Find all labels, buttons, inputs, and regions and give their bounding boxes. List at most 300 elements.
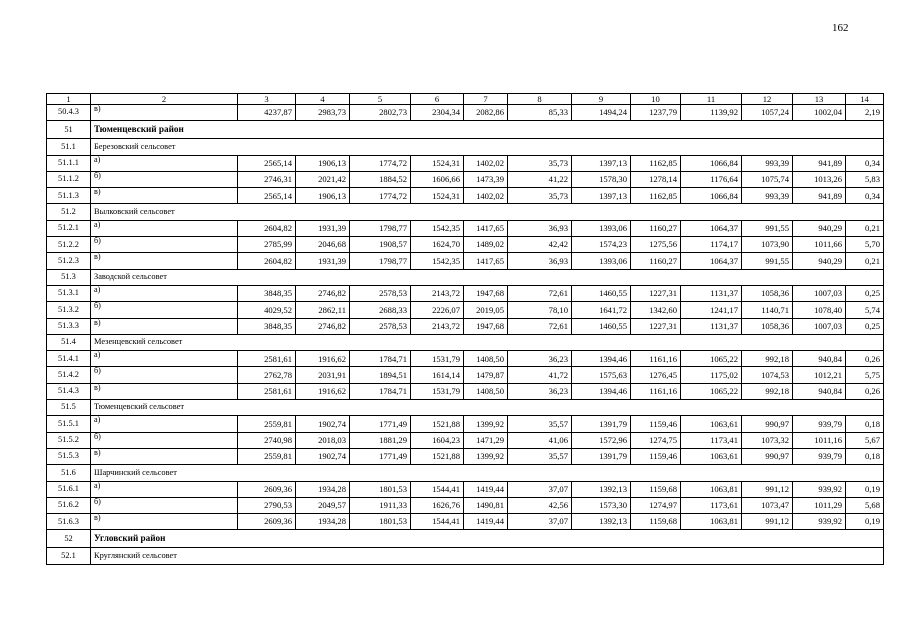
variant-label: в) xyxy=(91,514,238,530)
column-header: 1 xyxy=(47,94,91,105)
row-code: 51.6.1 xyxy=(47,481,91,497)
row-code: 51.5.3 xyxy=(47,448,91,464)
value-cell: 1161,16 xyxy=(631,383,681,399)
value-cell: 1916,62 xyxy=(296,351,350,367)
table-row xyxy=(47,514,884,530)
value-cell: 1460,55 xyxy=(572,285,631,301)
row-code: 51.3 xyxy=(47,269,91,285)
value-cell: 1626,76 xyxy=(411,497,464,513)
value-cell: 1063,61 xyxy=(681,416,742,432)
value-cell: 0,25 xyxy=(846,285,884,301)
value-cell: 1066,84 xyxy=(681,188,742,204)
variant-label: б) xyxy=(91,237,238,253)
council-row xyxy=(47,400,884,416)
value-cell: 2802,73 xyxy=(350,105,411,121)
value-cell: 2862,11 xyxy=(296,302,350,318)
value-cell: 1614,14 xyxy=(411,367,464,383)
value-cell: 1013,26 xyxy=(793,171,846,187)
value-cell: 0,18 xyxy=(846,416,884,432)
value-cell: 1494,24 xyxy=(572,105,631,121)
council-row xyxy=(47,548,884,564)
value-cell: 1342,60 xyxy=(631,302,681,318)
value-cell: 993,39 xyxy=(742,155,793,171)
value-cell: 1419,44 xyxy=(464,514,508,530)
value-cell: 940,84 xyxy=(793,351,846,367)
value-cell: 1075,74 xyxy=(742,171,793,187)
variant-label: б) xyxy=(91,497,238,513)
value-cell: 1159,46 xyxy=(631,448,681,464)
value-cell: 1391,79 xyxy=(572,416,631,432)
value-cell: 1073,90 xyxy=(742,237,793,253)
value-cell: 1278,14 xyxy=(631,171,681,187)
value-cell: 41,22 xyxy=(508,171,572,187)
table-row xyxy=(47,416,884,432)
column-header: 2 xyxy=(91,94,238,105)
value-cell: 1801,53 xyxy=(350,514,411,530)
variant-label: в) xyxy=(91,105,238,121)
table-row xyxy=(47,367,884,383)
value-cell: 1774,72 xyxy=(350,188,411,204)
value-cell: 1408,50 xyxy=(464,351,508,367)
value-cell: 1393,06 xyxy=(572,220,631,236)
council-name: Березовский сельсовет xyxy=(91,139,884,155)
council-row xyxy=(47,139,884,155)
value-cell: 990,97 xyxy=(742,416,793,432)
council-name: Заводской сельсовет xyxy=(91,269,884,285)
value-cell: 1159,46 xyxy=(631,416,681,432)
value-cell: 2746,82 xyxy=(296,285,350,301)
column-header: 3 xyxy=(238,94,296,105)
value-cell: 990,97 xyxy=(742,448,793,464)
value-cell: 1065,22 xyxy=(681,383,742,399)
table-row xyxy=(47,155,884,171)
value-cell: 1521,88 xyxy=(411,416,464,432)
value-cell: 2578,53 xyxy=(350,318,411,334)
column-header: 4 xyxy=(296,94,350,105)
value-cell: 1471,29 xyxy=(464,432,508,448)
value-cell: 2565,14 xyxy=(238,188,296,204)
value-cell: 3848,35 xyxy=(238,285,296,301)
value-cell: 2018,03 xyxy=(296,432,350,448)
council-row xyxy=(47,465,884,481)
table-row xyxy=(47,351,884,367)
council-name: Тюменцевский сельсовет xyxy=(91,400,884,416)
value-cell: 1065,22 xyxy=(681,351,742,367)
value-cell: 2046,68 xyxy=(296,237,350,253)
value-cell: 1073,32 xyxy=(742,432,793,448)
value-cell: 1078,40 xyxy=(793,302,846,318)
value-cell: 1274,75 xyxy=(631,432,681,448)
council-row xyxy=(47,204,884,220)
value-cell: 1902,74 xyxy=(296,448,350,464)
value-cell: 1399,92 xyxy=(464,416,508,432)
value-cell: 2565,14 xyxy=(238,155,296,171)
value-cell: 1274,97 xyxy=(631,497,681,513)
value-cell: 0,34 xyxy=(846,155,884,171)
value-cell: 1057,24 xyxy=(742,105,793,121)
variant-label: а) xyxy=(91,351,238,367)
value-cell: 5,70 xyxy=(846,237,884,253)
value-cell: 2688,33 xyxy=(350,302,411,318)
table-row xyxy=(47,318,884,334)
value-cell: 1524,31 xyxy=(411,188,464,204)
value-cell: 1161,16 xyxy=(631,351,681,367)
row-code: 51.6 xyxy=(47,465,91,481)
value-cell: 1131,37 xyxy=(681,318,742,334)
value-cell: 1394,46 xyxy=(572,351,631,367)
table-row xyxy=(47,171,884,187)
value-cell: 2559,81 xyxy=(238,416,296,432)
value-cell: 1573,30 xyxy=(572,497,631,513)
value-cell: 1173,41 xyxy=(681,432,742,448)
value-cell: 1139,92 xyxy=(681,105,742,121)
value-cell: 1906,13 xyxy=(296,155,350,171)
value-cell: 1881,29 xyxy=(350,432,411,448)
value-cell: 1531,79 xyxy=(411,351,464,367)
value-cell: 0,19 xyxy=(846,514,884,530)
value-cell: 2604,82 xyxy=(238,253,296,269)
data-table xyxy=(46,93,884,565)
value-cell: 1160,27 xyxy=(631,220,681,236)
value-cell: 2604,82 xyxy=(238,220,296,236)
value-cell: 1399,92 xyxy=(464,448,508,464)
value-cell: 991,55 xyxy=(742,253,793,269)
value-cell: 1931,39 xyxy=(296,220,350,236)
value-cell: 1064,37 xyxy=(681,220,742,236)
value-cell: 1159,68 xyxy=(631,481,681,497)
value-cell: 1417,65 xyxy=(464,220,508,236)
value-cell: 1173,61 xyxy=(681,497,742,513)
value-cell: 991,55 xyxy=(742,220,793,236)
value-cell: 1771,49 xyxy=(350,416,411,432)
value-cell: 41,72 xyxy=(508,367,572,383)
value-cell: 1604,23 xyxy=(411,432,464,448)
value-cell: 1058,36 xyxy=(742,318,793,334)
council-name: Круглянский сельсовет xyxy=(91,548,884,564)
value-cell: 35,57 xyxy=(508,448,572,464)
variant-label: в) xyxy=(91,448,238,464)
page-number: 162 xyxy=(832,22,849,34)
value-cell: 1572,96 xyxy=(572,432,631,448)
value-cell: 1002,04 xyxy=(793,105,846,121)
value-cell: 1419,44 xyxy=(464,481,508,497)
value-cell: 1524,31 xyxy=(411,155,464,171)
row-code: 51.2.2 xyxy=(47,237,91,253)
value-cell: 1174,17 xyxy=(681,237,742,253)
value-cell: 1140,71 xyxy=(742,302,793,318)
value-cell: 0,19 xyxy=(846,481,884,497)
value-cell: 1916,62 xyxy=(296,383,350,399)
value-cell: 939,92 xyxy=(793,481,846,497)
value-cell: 940,29 xyxy=(793,253,846,269)
value-cell: 2983,73 xyxy=(296,105,350,121)
value-cell: 36,23 xyxy=(508,383,572,399)
value-cell: 1947,68 xyxy=(464,318,508,334)
row-code: 51.2 xyxy=(47,204,91,220)
value-cell: 1931,39 xyxy=(296,253,350,269)
value-cell: 78,10 xyxy=(508,302,572,318)
row-code: 51.1.2 xyxy=(47,171,91,187)
council-name: Шарчинский сельсовет xyxy=(91,465,884,481)
table-body xyxy=(47,94,884,565)
value-cell: 939,79 xyxy=(793,448,846,464)
value-cell: 2762,78 xyxy=(238,367,296,383)
row-code: 51.6.2 xyxy=(47,497,91,513)
row-code: 51.5 xyxy=(47,400,91,416)
table-row xyxy=(47,105,884,121)
value-cell: 1392,13 xyxy=(572,481,631,497)
value-cell: 2143,72 xyxy=(411,285,464,301)
value-cell: 1578,30 xyxy=(572,171,631,187)
value-cell: 35,57 xyxy=(508,416,572,432)
value-cell: 42,42 xyxy=(508,237,572,253)
value-cell: 941,89 xyxy=(793,188,846,204)
value-cell: 2031,91 xyxy=(296,367,350,383)
variant-label: б) xyxy=(91,302,238,318)
table-row xyxy=(47,481,884,497)
value-cell: 1275,56 xyxy=(631,237,681,253)
value-cell: 1159,68 xyxy=(631,514,681,530)
column-header: 6 xyxy=(411,94,464,105)
row-code: 51.4.1 xyxy=(47,351,91,367)
row-code: 52 xyxy=(47,530,91,548)
value-cell: 1902,74 xyxy=(296,416,350,432)
value-cell: 991,12 xyxy=(742,514,793,530)
value-cell: 1771,49 xyxy=(350,448,411,464)
row-code: 51.1.3 xyxy=(47,188,91,204)
table-row xyxy=(47,432,884,448)
value-cell: 2746,82 xyxy=(296,318,350,334)
value-cell: 2304,34 xyxy=(411,105,464,121)
value-cell: 2740,98 xyxy=(238,432,296,448)
row-code: 51.4 xyxy=(47,334,91,350)
value-cell: 1473,39 xyxy=(464,171,508,187)
variant-label: б) xyxy=(91,367,238,383)
value-cell: 2746,31 xyxy=(238,171,296,187)
value-cell: 1884,52 xyxy=(350,171,411,187)
row-code: 52.1 xyxy=(47,548,91,564)
value-cell: 940,84 xyxy=(793,383,846,399)
variant-label: а) xyxy=(91,416,238,432)
value-cell: 0,34 xyxy=(846,188,884,204)
column-header: 14 xyxy=(846,94,884,105)
row-code: 51.1.1 xyxy=(47,155,91,171)
value-cell: 1542,35 xyxy=(411,253,464,269)
value-cell: 1227,31 xyxy=(631,318,681,334)
value-cell: 1798,77 xyxy=(350,220,411,236)
value-cell: 2021,42 xyxy=(296,171,350,187)
value-cell: 1575,63 xyxy=(572,367,631,383)
value-cell: 1397,13 xyxy=(572,155,631,171)
value-cell: 1007,03 xyxy=(793,285,846,301)
value-cell: 2609,36 xyxy=(238,514,296,530)
row-code: 51.4.3 xyxy=(47,383,91,399)
value-cell: 35,73 xyxy=(508,188,572,204)
council-row xyxy=(47,334,884,350)
value-cell: 0,21 xyxy=(846,253,884,269)
row-code: 51.6.3 xyxy=(47,514,91,530)
value-cell: 36,23 xyxy=(508,351,572,367)
table-row xyxy=(47,302,884,318)
value-cell: 1064,37 xyxy=(681,253,742,269)
row-code: 51.3.2 xyxy=(47,302,91,318)
value-cell: 0,26 xyxy=(846,383,884,399)
value-cell: 1011,66 xyxy=(793,237,846,253)
row-code: 51.2.1 xyxy=(47,220,91,236)
value-cell: 1241,17 xyxy=(681,302,742,318)
value-cell: 1542,35 xyxy=(411,220,464,236)
value-cell: 3848,35 xyxy=(238,318,296,334)
row-code: 51.3.1 xyxy=(47,285,91,301)
value-cell: 1237,79 xyxy=(631,105,681,121)
value-cell: 72,61 xyxy=(508,285,572,301)
column-header: 5 xyxy=(350,94,411,105)
council-name: Вылковский сельсовет xyxy=(91,204,884,220)
value-cell: 5,67 xyxy=(846,432,884,448)
value-cell: 1066,84 xyxy=(681,155,742,171)
value-cell: 992,18 xyxy=(742,383,793,399)
variant-label: в) xyxy=(91,188,238,204)
value-cell: 992,18 xyxy=(742,351,793,367)
table-row xyxy=(47,448,884,464)
value-cell: 1531,79 xyxy=(411,383,464,399)
table-row xyxy=(47,237,884,253)
value-cell: 1911,33 xyxy=(350,497,411,513)
table-row xyxy=(47,497,884,513)
value-cell: 0,18 xyxy=(846,448,884,464)
value-cell: 5,83 xyxy=(846,171,884,187)
value-cell: 1058,36 xyxy=(742,285,793,301)
value-cell: 1934,28 xyxy=(296,481,350,497)
value-cell: 1007,03 xyxy=(793,318,846,334)
value-cell: 2019,05 xyxy=(464,302,508,318)
value-cell: 1641,72 xyxy=(572,302,631,318)
value-cell: 1402,02 xyxy=(464,188,508,204)
value-cell: 36,93 xyxy=(508,253,572,269)
value-cell: 1947,68 xyxy=(464,285,508,301)
value-cell: 1544,41 xyxy=(411,481,464,497)
variant-label: б) xyxy=(91,171,238,187)
value-cell: 2143,72 xyxy=(411,318,464,334)
column-header: 7 xyxy=(464,94,508,105)
value-cell: 4029,52 xyxy=(238,302,296,318)
table-row xyxy=(47,253,884,269)
value-cell: 1784,71 xyxy=(350,383,411,399)
value-cell: 1624,70 xyxy=(411,237,464,253)
value-cell: 1417,65 xyxy=(464,253,508,269)
row-code: 51.4.2 xyxy=(47,367,91,383)
row-code: 51.1 xyxy=(47,139,91,155)
value-cell: 5,68 xyxy=(846,497,884,513)
column-header: 13 xyxy=(793,94,846,105)
value-cell: 2226,07 xyxy=(411,302,464,318)
value-cell: 1489,02 xyxy=(464,237,508,253)
value-cell: 991,12 xyxy=(742,481,793,497)
row-code: 51.5.1 xyxy=(47,416,91,432)
value-cell: 1063,81 xyxy=(681,481,742,497)
row-code: 50.4.3 xyxy=(47,105,91,121)
value-cell: 2609,36 xyxy=(238,481,296,497)
value-cell: 1074,53 xyxy=(742,367,793,383)
value-cell: 0,21 xyxy=(846,220,884,236)
value-cell: 5,74 xyxy=(846,302,884,318)
variant-label: а) xyxy=(91,220,238,236)
district-name: Тюменцевский район xyxy=(91,121,884,139)
row-code: 51 xyxy=(47,121,91,139)
value-cell: 2785,99 xyxy=(238,237,296,253)
value-cell: 1906,13 xyxy=(296,188,350,204)
value-cell: 939,92 xyxy=(793,514,846,530)
value-cell: 0,26 xyxy=(846,351,884,367)
value-cell: 940,29 xyxy=(793,220,846,236)
value-cell: 37,07 xyxy=(508,514,572,530)
value-cell: 42,56 xyxy=(508,497,572,513)
value-cell: 1393,06 xyxy=(572,253,631,269)
value-cell: 1408,50 xyxy=(464,383,508,399)
value-cell: 2559,81 xyxy=(238,448,296,464)
value-cell: 1162,85 xyxy=(631,155,681,171)
district-name: Угловский район xyxy=(91,530,884,548)
value-cell: 36,93 xyxy=(508,220,572,236)
value-cell: 1544,41 xyxy=(411,514,464,530)
variant-label: в) xyxy=(91,253,238,269)
value-cell: 2578,53 xyxy=(350,285,411,301)
value-cell: 5,75 xyxy=(846,367,884,383)
row-code: 51.3.3 xyxy=(47,318,91,334)
value-cell: 2049,57 xyxy=(296,497,350,513)
value-cell: 1011,29 xyxy=(793,497,846,513)
value-cell: 72,61 xyxy=(508,318,572,334)
value-cell: 2082,86 xyxy=(464,105,508,121)
value-cell: 1574,23 xyxy=(572,237,631,253)
table-row xyxy=(47,383,884,399)
variant-label: а) xyxy=(91,285,238,301)
variant-label: б) xyxy=(91,432,238,448)
value-cell: 1934,28 xyxy=(296,514,350,530)
value-cell: 1391,79 xyxy=(572,448,631,464)
column-header: 12 xyxy=(742,94,793,105)
value-cell: 41,06 xyxy=(508,432,572,448)
row-code: 51.5.2 xyxy=(47,432,91,448)
variant-label: а) xyxy=(91,155,238,171)
value-cell: 941,89 xyxy=(793,155,846,171)
value-cell: 85,33 xyxy=(508,105,572,121)
value-cell: 1774,72 xyxy=(350,155,411,171)
value-cell: 939,79 xyxy=(793,416,846,432)
value-cell: 1397,13 xyxy=(572,188,631,204)
value-cell: 1063,61 xyxy=(681,448,742,464)
value-cell: 1162,85 xyxy=(631,188,681,204)
value-cell: 1908,57 xyxy=(350,237,411,253)
value-cell: 1894,51 xyxy=(350,367,411,383)
column-header: 9 xyxy=(572,94,631,105)
table-row xyxy=(47,220,884,236)
variant-label: в) xyxy=(91,383,238,399)
variant-label: в) xyxy=(91,318,238,334)
value-cell: 1402,02 xyxy=(464,155,508,171)
value-cell: 1073,47 xyxy=(742,497,793,513)
value-cell: 1606,66 xyxy=(411,171,464,187)
value-cell: 1784,71 xyxy=(350,351,411,367)
value-cell: 1176,64 xyxy=(681,171,742,187)
value-cell: 2581,61 xyxy=(238,351,296,367)
table-row xyxy=(47,285,884,301)
value-cell: 1394,46 xyxy=(572,383,631,399)
value-cell: 2581,61 xyxy=(238,383,296,399)
value-cell: 1012,21 xyxy=(793,367,846,383)
value-cell: 1011,16 xyxy=(793,432,846,448)
value-cell: 1227,31 xyxy=(631,285,681,301)
